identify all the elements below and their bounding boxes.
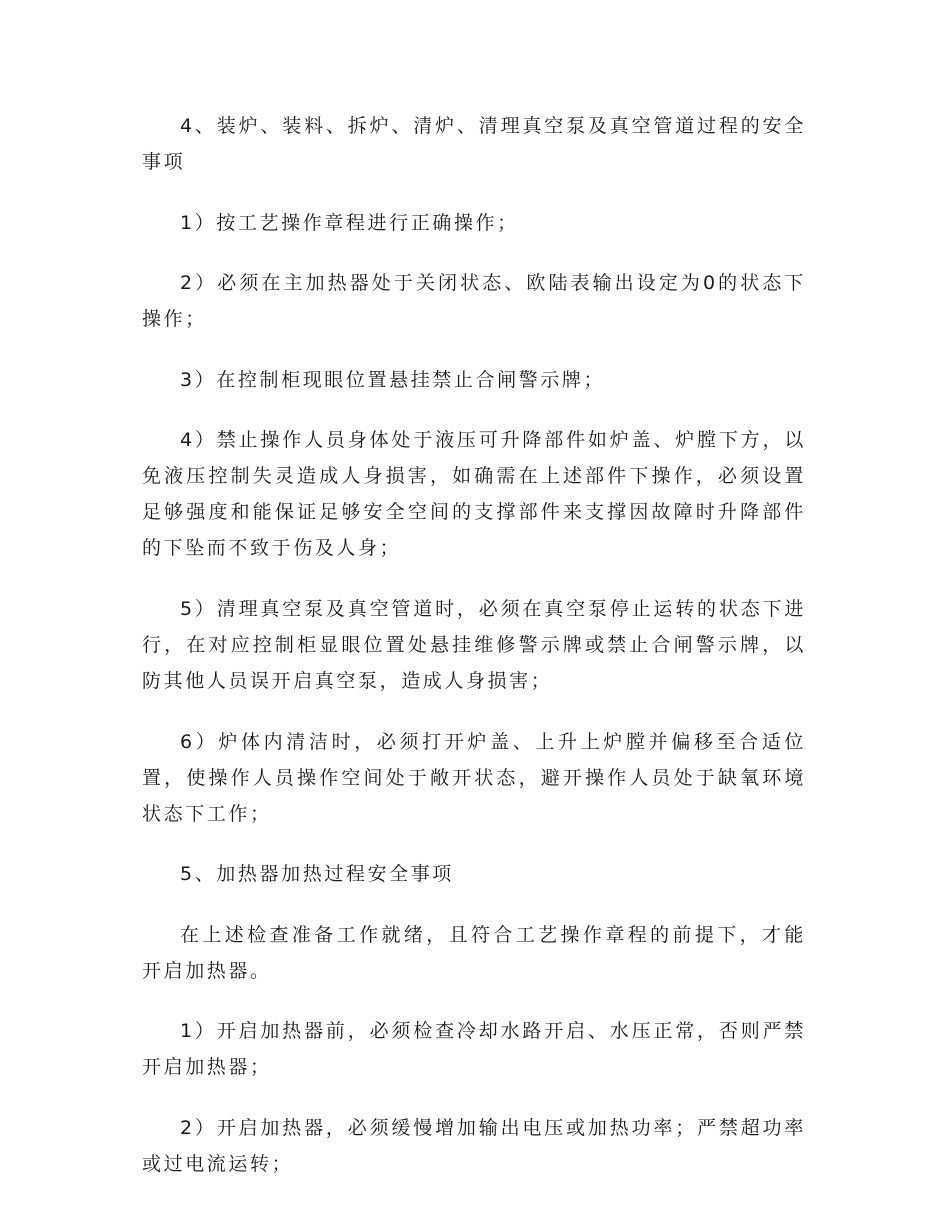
list-item: 3）在控制柜现眼位置悬挂禁止合闸警示牌； <box>180 368 606 391</box>
body-paragraph: 在上述检查准备工作就绪，且符合工艺操作章程的前提下，才能开启加热器。 <box>142 923 806 982</box>
list-item: 1）按工艺操作章程进行正确操作； <box>180 211 519 234</box>
list-item: 5）清理真空泵及真空管道时，必须在真空泵停止运转的状态下进行，在对应控制柜显眼位置处悬挂维修警示牌或禁止合闸警示牌，以防其他人员误开启真空泵，造成人身损害； <box>142 597 806 692</box>
list-item: 4）禁止操作人员身体处于液压可升降部件如炉盖、炉膛下方，以免液压控制失灵造成人身损害，如确需在上述部件下操作，必须设置足够强度和能保证足够安全空间的支撑部件来支撑因故障时升降部件的下坠而不致于伤及人身； <box>142 429 806 560</box>
document-page <box>142 108 806 1207</box>
section-heading-5: 5、加热器加热过程安全事项 <box>180 863 454 886</box>
list-item: 1）开启加热器前，必须检查冷却水路开启、水压正常，否则严禁开启加热器； <box>142 1020 806 1079</box>
list-item: 2）开启加热器，必须缓慢增加输出电压或加热功率；严禁超功率或过电流运转； <box>142 1116 806 1175</box>
list-item: 6）炉体内清洁时，必须打开炉盖、上升上炉膛并偏移至合适位置，使操作人员操作空间处于敞开状态，避开操作人员处于缺氧环境状态下工作； <box>142 730 806 825</box>
section-heading-4: 4、装炉、装料、拆炉、清炉、清理真空泵及真空管道过程的安全事项 <box>142 115 806 173</box>
list-item: 2）必须在主加热器处于关闭状态、欧陆表输出设定为0的状态下操作； <box>142 272 806 331</box>
